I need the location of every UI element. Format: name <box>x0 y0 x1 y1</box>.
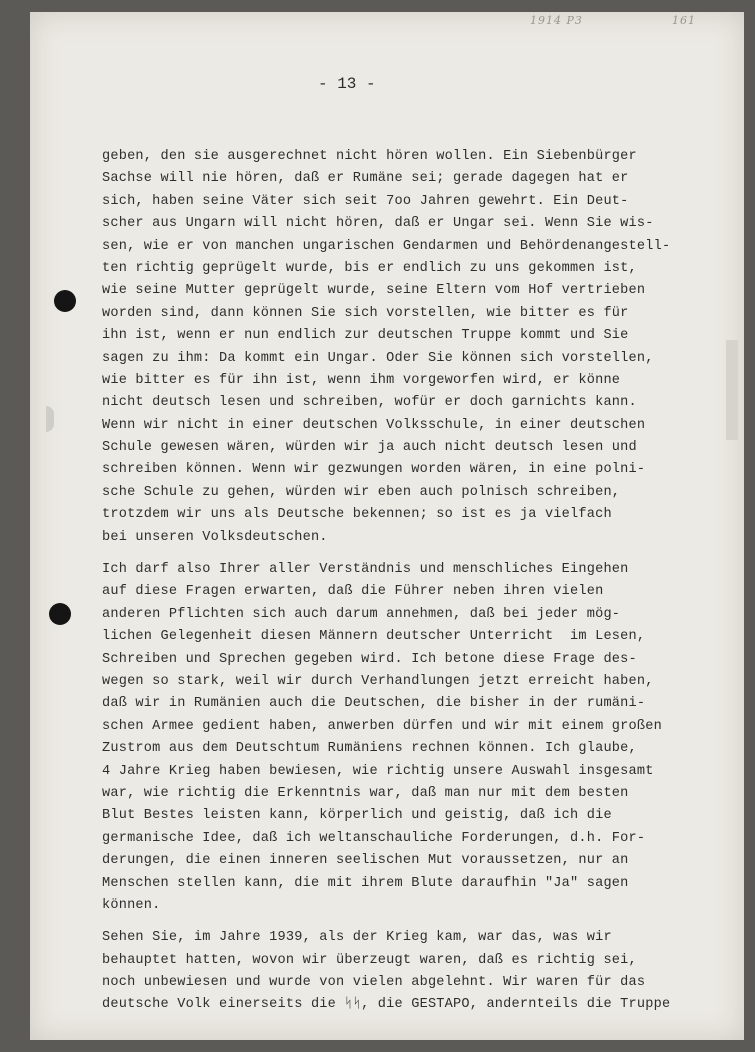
text-line: daß wir in Rumänien auch die Deutschen, die bisher in der rumäni- <box>102 696 646 712</box>
text-line: schreiben können. Wenn wir gezwungen worden wären, in eine polni- <box>102 462 646 478</box>
text-line: wegen so stark, weil wir durch Verhandlungen jetzt erreicht haben, <box>102 673 654 689</box>
text-line: Schule gewesen wären, würden wir ja auch nicht deutsch lesen und <box>102 440 637 456</box>
text-line: ten richtig geprügelt wurde, bis er endlich zu uns gekommen ist, <box>102 260 637 276</box>
text-line: trotzdem wir uns als Deutsche bekennen; so ist es ja vielfach <box>102 507 612 523</box>
text-line: behauptet hatten, wovon wir überzeugt waren, daß es richtig sei, <box>102 952 637 968</box>
text-line: sche Schule zu gehen, würden wir eben auch polnisch schreiben, <box>102 484 621 500</box>
text-line: sagen zu ihm: Da kommt ein Ungar. Oder Sie können sich vorstellen, <box>102 350 654 366</box>
page-number: - 13 - <box>318 75 376 93</box>
page-edge-strip <box>726 340 738 440</box>
text-line: können. <box>102 897 161 913</box>
text-line: ihn ist, wenn er nun endlich zur deutschen Truppe kommt und Sie <box>102 328 629 344</box>
text-line: sen, wie er von manchen ungarischen Gendarmen und Behördenangestell- <box>102 238 671 254</box>
paper-notch <box>46 406 54 432</box>
text-line: deutsche Volk einerseits die ᛋᛋ, die GESTAPO, andernteils die Truppe <box>102 997 671 1013</box>
text-line: Ich darf also Ihrer aller Verständnis und menschliches Eingehen <box>102 562 629 578</box>
text-line: geben, den sie ausgerechnet nicht hören wollen. Ein Siebenbürger <box>102 149 637 164</box>
paragraph <box>102 927 714 1017</box>
text-line: 4 Jahre Krieg haben bewiesen, wie richtig unsere Auswahl insgesamt <box>102 763 654 779</box>
text-line: wie seine Mutter geprügelt wurde, seine Eltern vom Hof vertrieben <box>102 283 646 299</box>
paragraph <box>102 559 714 917</box>
text-line: Schreiben und Sprechen gegeben wird. Ich betone diese Frage des- <box>102 651 637 667</box>
punch-hole <box>49 603 71 625</box>
text-line: anderen Pflichten sich auch darum annehmen, daß bei jeder mög- <box>102 606 621 622</box>
text-line: scher aus Ungarn will nicht hören, daß er Ungar sei. Wenn Sie wis- <box>102 216 654 232</box>
text-line: lichen Gelegenheit diesen Männern deutscher Unterricht im Lesen, <box>102 629 646 645</box>
text-line: Menschen stellen kann, die mit ihrem Blute daraufhin "Ja" sagen <box>102 875 629 891</box>
archive-note: 1914 P3 <box>530 14 583 27</box>
text-line: worden sind, dann können Sie sich vorstellen, wie bitter es für <box>102 305 629 321</box>
text-line: noch unbewiesen und wurde von vielen abgelehnt. Wir waren für das <box>102 975 646 991</box>
paragraph <box>102 146 714 549</box>
text-line: sich, haben seine Väter sich seit 7oo Jahren gewehrt. Ein Deut- <box>102 193 629 209</box>
text-line: nicht deutsch lesen und schreiben, wofür er doch garnichts kann. <box>102 395 637 411</box>
text-line: derungen, die einen inneren seelischen Mut voraussetzen, nur an <box>102 853 629 869</box>
text-line: auf diese Fragen erwarten, daß die Führer neben ihren vielen <box>102 584 604 600</box>
text-line: wie bitter es für ihn ist, wenn ihm vorgeworfen wird, er könne <box>102 372 621 388</box>
text-line: Blut Bestes leisten kann, körperlich und geistig, daß ich die <box>102 808 612 824</box>
punch-hole <box>54 290 76 312</box>
text-line: germanische Idee, daß ich weltanschauliche Forderungen, d.h. For- <box>102 830 646 846</box>
text-line: schen Armee gedient haben, anwerben dürfen und wir mit einem großen <box>102 718 662 734</box>
paragraph-gap <box>102 549 714 559</box>
archive-note: 161 <box>672 14 696 27</box>
text-line: Wenn wir nicht in einer deutschen Volksschule, in einer deutschen <box>102 417 646 433</box>
paragraph-gap <box>102 917 714 927</box>
text-line: Sachse will nie hören, daß er Rumäne sei; gerade dagegen hat er <box>102 171 629 187</box>
text-line: war, wie richtig die Erkenntnis war, daß man nur mit dem besten <box>102 785 629 801</box>
text-line: bei unseren Volksdeutschen. <box>102 529 328 545</box>
text-line: Zustrom aus dem Deutschtum Rumäniens rechnen können. Ich glaube, <box>102 741 637 757</box>
text-line: Sehen Sie, im Jahre 1939, als der Krieg kam, war das, was wir <box>102 930 612 946</box>
body-text <box>102 146 714 1017</box>
